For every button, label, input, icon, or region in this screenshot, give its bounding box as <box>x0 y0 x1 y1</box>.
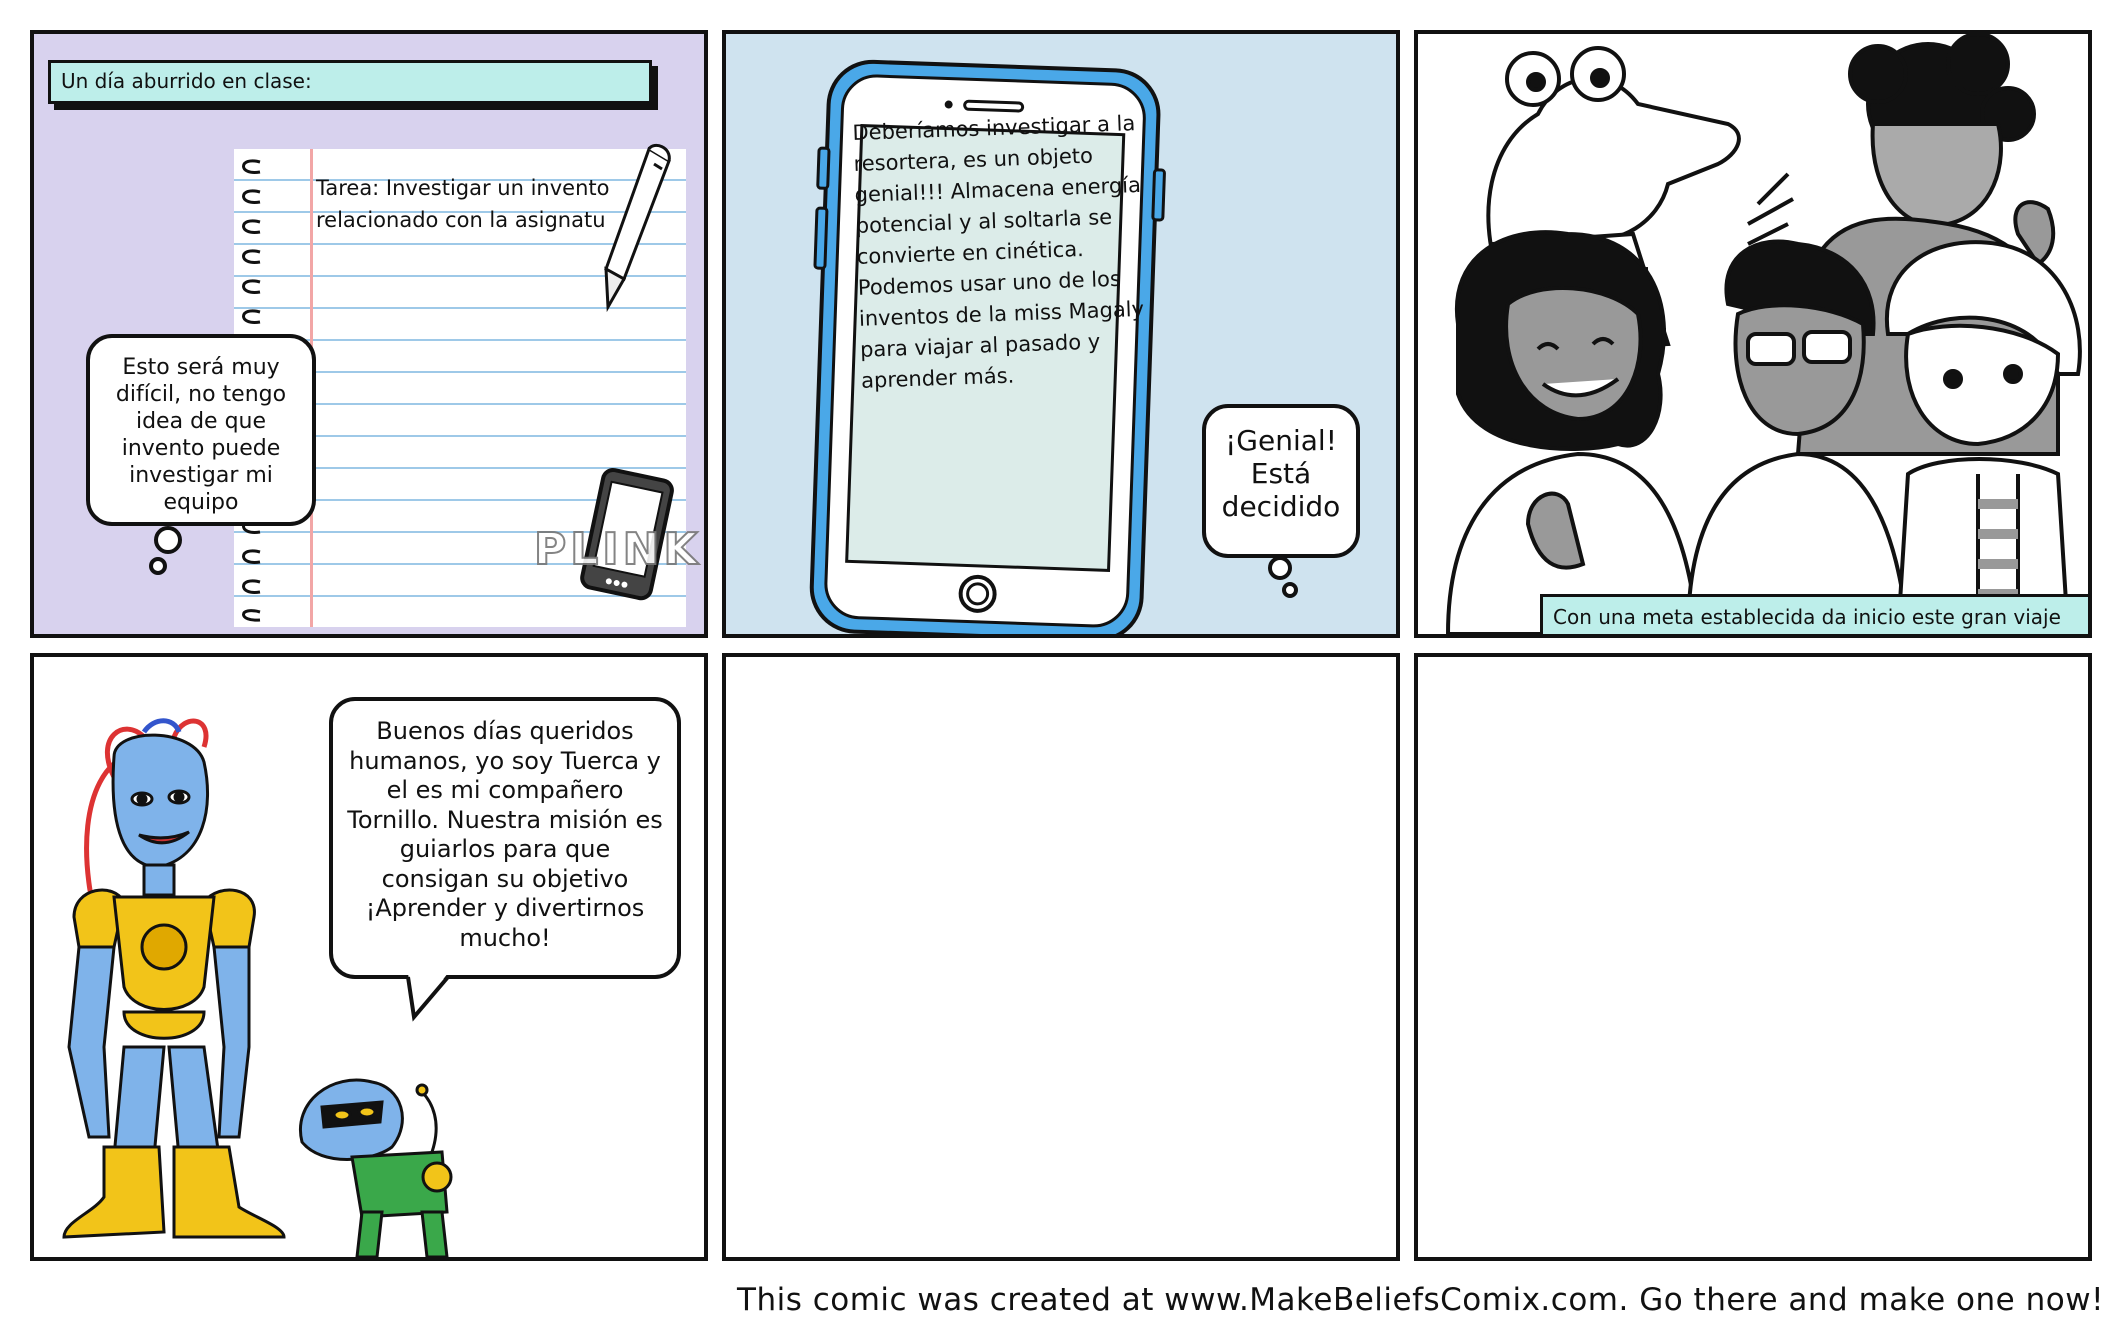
plink-sfx: PLINK <box>534 524 702 575</box>
panel-5 <box>722 653 1400 1261</box>
notebook-line-2: relacionado con la asignatu <box>316 208 606 232</box>
panel-3-caption: Con una meta establecida da inicio este gran viaje <box>1540 594 2092 638</box>
robot-dog-tornillo-illustration <box>282 1062 482 1261</box>
panel-4-speech-bubble: Buenos días queridos humanos, yo soy Tuerca y el es mi compañero Tornillo. Nuestra misión es guiarlos para que consigan su objetivo ¡Aprender y divertirnos mucho! <box>329 697 681 979</box>
robot-tuerca-illustration <box>54 717 314 1257</box>
footer-credit: This comic was created at www.MakeBeliefsComix.com. Go there and make one now! <box>737 1282 2104 1318</box>
thought-bubble-tail <box>144 524 204 604</box>
pencil-icon <box>594 139 684 319</box>
panel-6 <box>1414 653 2092 1261</box>
panel-2 <box>722 30 1400 638</box>
speech-bubble-tail <box>404 973 464 1023</box>
panel-2-thought-bubble: ¡Genial! Está decidido <box>1202 404 1360 558</box>
panel-1-thought-bubble: Esto será muy difícil, no tengo idea de que invento puede investigar mi equipo <box>86 334 316 526</box>
notebook-line-1: Tarea: Investigar un invento <box>316 176 610 200</box>
thought-bubble-tail <box>1256 552 1316 632</box>
phone-message: Deberíamos investigar a la resortera, es un objeto genial!!! Almacena energía potencial y al soltarla se convierte en cinética. Podemos usar uno de los inventos de la miss Magaly para viajar al pasado y aprender más. <box>852 111 1145 393</box>
students-group-illustration <box>1418 34 2088 634</box>
panel-1 <box>30 30 708 638</box>
panel-3 <box>1414 30 2092 638</box>
panel-1-caption: Un día aburrido en clase: <box>48 60 652 104</box>
panel-4 <box>30 653 708 1261</box>
